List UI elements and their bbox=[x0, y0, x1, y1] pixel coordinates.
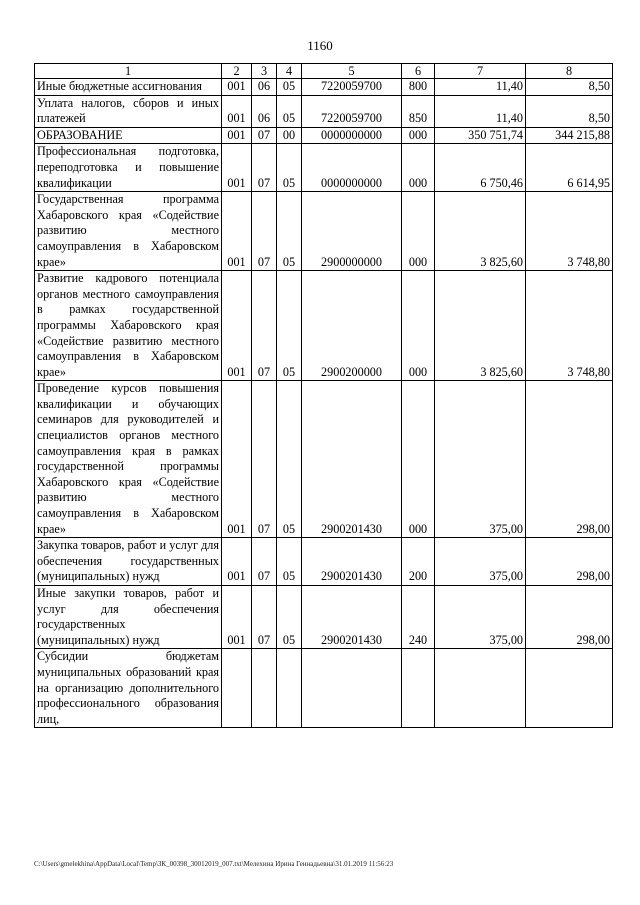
cell-admin-code: 001 bbox=[222, 271, 252, 381]
cell-amount-executed: 8,50 bbox=[526, 95, 613, 127]
row-name: Уплата налогов, сборов и иных платежей bbox=[35, 95, 222, 127]
cell-amount-planned bbox=[435, 649, 526, 728]
cell-admin-code: 001 bbox=[222, 381, 252, 538]
file-path-footer: C:\Users\gmelekhina\AppData\Local\Temp\ЗК_00398_30012019_007.txt\Мелехина Ирина Геннадьевна\31.01.2019 11:56:23 bbox=[34, 860, 394, 868]
cell-expense-type bbox=[402, 649, 435, 728]
table-row bbox=[35, 144, 613, 192]
column-header: 6 bbox=[402, 64, 435, 79]
table-row bbox=[35, 381, 613, 538]
cell-section: 07 bbox=[252, 271, 277, 381]
cell-target-article: 2900201430 bbox=[302, 538, 402, 586]
cell-admin-code bbox=[222, 649, 252, 728]
row-name: ОБРАЗОВАНИЕ bbox=[35, 127, 222, 144]
table-row bbox=[35, 79, 613, 96]
cell-amount-planned: 375,00 bbox=[435, 538, 526, 586]
cell-target-article: 0000000000 bbox=[302, 144, 402, 192]
cell-admin-code: 001 bbox=[222, 586, 252, 649]
cell-amount-executed: 3 748,80 bbox=[526, 271, 613, 381]
table-header-row bbox=[35, 64, 613, 79]
row-name: Государственная программа Хабаровского края «Содействие развитию местного самоуправления в Хабаровском крае» bbox=[35, 192, 222, 271]
cell-subsection: 05 bbox=[277, 381, 302, 538]
cell-target-article: 0000000000 bbox=[302, 127, 402, 144]
cell-admin-code: 001 bbox=[222, 192, 252, 271]
row-name: Профессиональная подготовка, переподготовка и повышение квалификации bbox=[35, 144, 222, 192]
cell-target-article: 2900000000 bbox=[302, 192, 402, 271]
cell-subsection bbox=[277, 649, 302, 728]
cell-admin-code: 001 bbox=[222, 144, 252, 192]
cell-target-article: 2900200000 bbox=[302, 271, 402, 381]
cell-target-article: 7220059700 bbox=[302, 79, 402, 96]
cell-section: 07 bbox=[252, 381, 277, 538]
cell-expense-type: 200 bbox=[402, 538, 435, 586]
cell-amount-planned: 3 825,60 bbox=[435, 271, 526, 381]
table-row bbox=[35, 192, 613, 271]
cell-target-article: 2900201430 bbox=[302, 381, 402, 538]
row-name: Иные закупки товаров, работ и услуг для обеспечения государственных (муниципальных) нужд bbox=[35, 586, 222, 649]
cell-section: 07 bbox=[252, 586, 277, 649]
cell-amount-executed: 344 215,88 bbox=[526, 127, 613, 144]
column-header: 1 bbox=[35, 64, 222, 79]
column-header: 7 bbox=[435, 64, 526, 79]
cell-section: 07 bbox=[252, 127, 277, 144]
cell-amount-planned: 375,00 bbox=[435, 381, 526, 538]
column-header: 8 bbox=[526, 64, 613, 79]
column-header: 5 bbox=[302, 64, 402, 79]
cell-subsection: 05 bbox=[277, 144, 302, 192]
cell-subsection: 05 bbox=[277, 586, 302, 649]
cell-subsection: 05 bbox=[277, 79, 302, 96]
cell-amount-executed: 6 614,95 bbox=[526, 144, 613, 192]
row-name: Проведение курсов повышения квалификации и обучающих семинаров для руководителей и специалистов органов местного самоуправления края в рамках государственной программы Хабаровского края «Содействие развитию местного самоуправления в Хабаровском крае» bbox=[35, 381, 222, 538]
table-row bbox=[35, 538, 613, 586]
cell-amount-planned: 375,00 bbox=[435, 586, 526, 649]
cell-target-article: 7220059700 bbox=[302, 95, 402, 127]
cell-amount-executed: 298,00 bbox=[526, 538, 613, 586]
cell-expense-type: 240 bbox=[402, 586, 435, 649]
cell-amount-executed: 8,50 bbox=[526, 79, 613, 96]
cell-subsection: 05 bbox=[277, 271, 302, 381]
column-header: 3 bbox=[252, 64, 277, 79]
cell-amount-planned: 11,40 bbox=[435, 95, 526, 127]
table-row bbox=[35, 127, 613, 144]
cell-section: 06 bbox=[252, 79, 277, 96]
cell-section: 06 bbox=[252, 95, 277, 127]
cell-subsection: 05 bbox=[277, 95, 302, 127]
cell-amount-planned: 350 751,74 bbox=[435, 127, 526, 144]
cell-amount-planned: 11,40 bbox=[435, 79, 526, 96]
table-row bbox=[35, 649, 613, 728]
row-name: Закупка товаров, работ и услуг для обеспечения государственных (муниципальных) нужд bbox=[35, 538, 222, 586]
cell-expense-type: 000 bbox=[402, 192, 435, 271]
cell-admin-code: 001 bbox=[222, 538, 252, 586]
cell-amount-planned: 6 750,46 bbox=[435, 144, 526, 192]
cell-amount-executed: 3 748,80 bbox=[526, 192, 613, 271]
budget-table bbox=[34, 63, 613, 728]
cell-expense-type: 850 bbox=[402, 95, 435, 127]
cell-admin-code: 001 bbox=[222, 79, 252, 96]
page-number: 1160 bbox=[307, 38, 333, 53]
cell-subsection: 05 bbox=[277, 192, 302, 271]
table-row bbox=[35, 95, 613, 127]
cell-expense-type: 000 bbox=[402, 381, 435, 538]
cell-section: 07 bbox=[252, 192, 277, 271]
table-row bbox=[35, 586, 613, 649]
cell-expense-type: 000 bbox=[402, 271, 435, 381]
table-row bbox=[35, 271, 613, 381]
cell-amount-executed: 298,00 bbox=[526, 381, 613, 538]
cell-section: 07 bbox=[252, 144, 277, 192]
column-header: 4 bbox=[277, 64, 302, 79]
cell-section bbox=[252, 649, 277, 728]
cell-amount-executed: 298,00 bbox=[526, 586, 613, 649]
cell-admin-code: 001 bbox=[222, 95, 252, 127]
cell-subsection: 00 bbox=[277, 127, 302, 144]
row-name: Развитие кадрового потенциала органов местного самоуправления в рамках государственной программы Хабаровского края «Содействие развитию местного самоуправления в Хабаровском крае» bbox=[35, 271, 222, 381]
cell-expense-type: 000 bbox=[402, 144, 435, 192]
cell-target-article: 2900201430 bbox=[302, 586, 402, 649]
cell-admin-code: 001 bbox=[222, 127, 252, 144]
row-name: Иные бюджетные ассигнования bbox=[35, 79, 222, 96]
cell-target-article bbox=[302, 649, 402, 728]
cell-expense-type: 800 bbox=[402, 79, 435, 96]
cell-amount-planned: 3 825,60 bbox=[435, 192, 526, 271]
cell-subsection: 05 bbox=[277, 538, 302, 586]
column-header: 2 bbox=[222, 64, 252, 79]
cell-amount-executed bbox=[526, 649, 613, 728]
cell-section: 07 bbox=[252, 538, 277, 586]
row-name: Субсидии бюджетам муниципальных образований края на организацию дополнительного профессионального образования лиц, bbox=[35, 649, 222, 728]
cell-expense-type: 000 bbox=[402, 127, 435, 144]
